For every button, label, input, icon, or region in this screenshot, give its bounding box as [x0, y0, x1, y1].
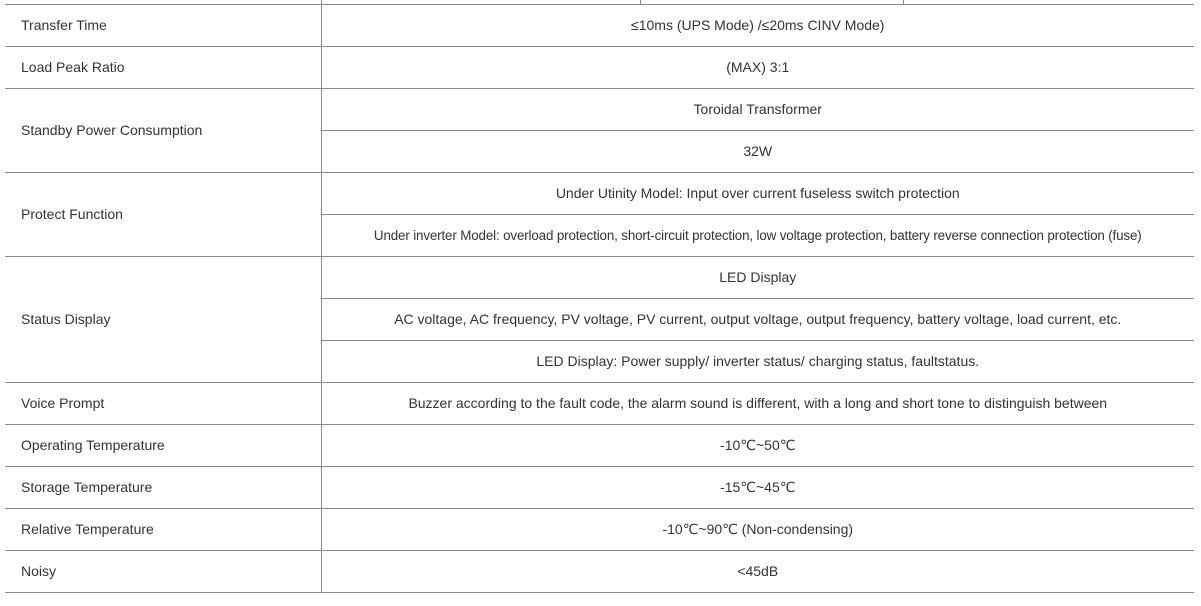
spec-label: Status Display — [5, 257, 321, 383]
spec-label: Operating Temperature — [5, 425, 321, 467]
spec-label: Standby Power Consumption — [5, 89, 321, 173]
table-row — [5, 551, 1194, 593]
spec-label: Noisy — [5, 551, 321, 593]
spec-value: ≤10ms (UPS Mode) /≤20ms CINV Mode) — [321, 5, 1194, 47]
spec-value: Buzzer according to the fault code, the alarm sound is different, with a long and short tone to distinguish between — [321, 383, 1194, 425]
table-row — [5, 425, 1194, 467]
spec-value: 32W — [321, 131, 1194, 173]
spec-value: LED Display — [321, 257, 1194, 299]
spec-label: Storage Temperature — [5, 467, 321, 509]
spec-value: -10℃~50℃ — [321, 425, 1194, 467]
table-row — [5, 173, 1194, 215]
spec-value: -15℃~45℃ — [321, 467, 1194, 509]
spec-value: LED Display: Power supply/ inverter status/ charging status, faultstatus. — [321, 341, 1194, 383]
table-row — [5, 5, 1194, 47]
spec-label: Voice Prompt — [5, 383, 321, 425]
specifications-table — [5, 4, 1194, 593]
spec-value: Under inverter Model: overload protection, short-circuit protection, low voltage protection, battery reverse connection protection (fuse) — [321, 215, 1194, 257]
spec-value: -10℃~90℃ (Non-condensing) — [321, 509, 1194, 551]
table-row — [5, 467, 1194, 509]
spec-value: Toroidal Transformer — [321, 89, 1194, 131]
spec-label: Transfer Time — [5, 5, 321, 47]
spec-value: <45dB — [321, 551, 1194, 593]
spec-value: (MAX) 3:1 — [321, 47, 1194, 89]
table-row — [5, 257, 1194, 299]
spec-value: Under Utinity Model: Input over current fuseless switch protection — [321, 173, 1194, 215]
spec-label: Relative Temperature — [5, 509, 321, 551]
table-row — [5, 509, 1194, 551]
table-row — [5, 47, 1194, 89]
spec-label: Load Peak Ratio — [5, 47, 321, 89]
spec-value: AC voltage, AC frequency, PV voltage, PV current, output voltage, output frequency, battery voltage, load current, etc. — [321, 299, 1194, 341]
spec-label: Protect Function — [5, 173, 321, 257]
table-row — [5, 383, 1194, 425]
table-row — [5, 89, 1194, 131]
